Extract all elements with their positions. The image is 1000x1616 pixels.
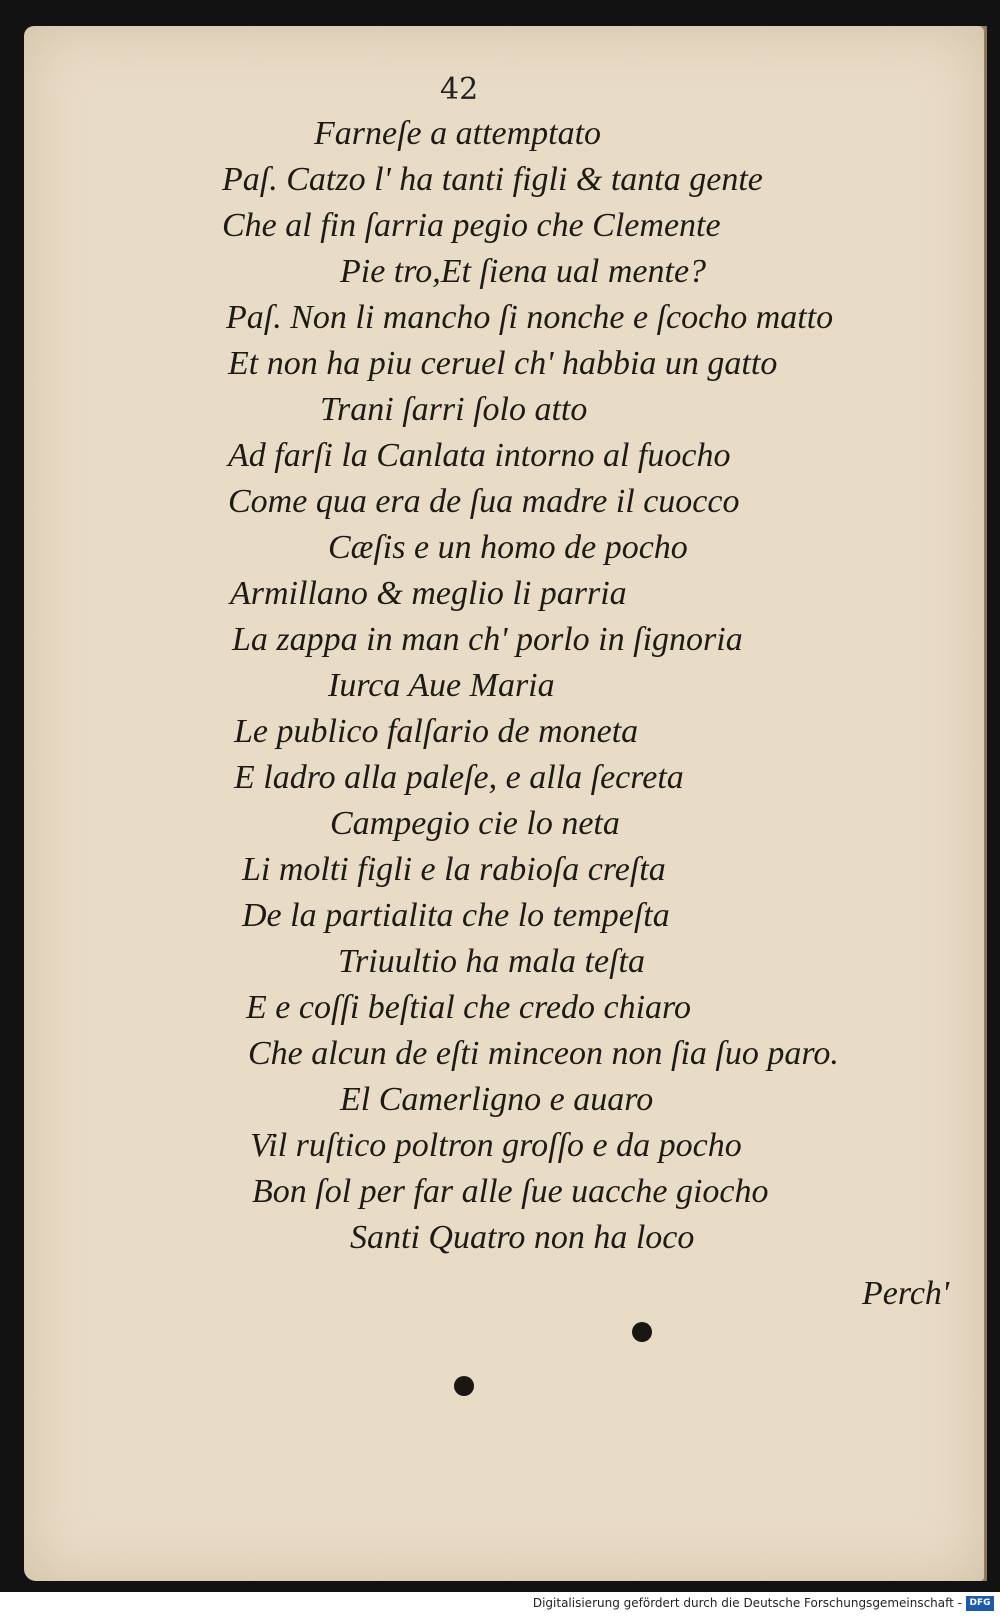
verse-line: Triuultio ha mala teſta (338, 943, 645, 980)
page-number: 42 (440, 72, 479, 107)
dfg-logo: DFG (966, 1596, 994, 1611)
verse-line: Ad farſi la Canlata intorno al fuocho (228, 437, 731, 474)
verse-line: Cæſis e un homo de pocho (328, 529, 688, 566)
verse-line: De la partialita che lo tempeſta (242, 897, 670, 934)
verse-line: Che al fin ſarria pegio che Clemente (222, 207, 721, 244)
verse-line: Le publico falſario de moneta (234, 713, 639, 750)
verse-line: Paſ. Non li mancho ſi nonche e ſcocho matto (226, 299, 834, 336)
footer-bar (0, 1592, 1000, 1616)
verse-line: Farneſe a attemptato (314, 115, 602, 152)
verse-line: Armillano & meglio li parria (230, 575, 627, 612)
dfg-credit: Digitalisierung gefördert durch die Deutsche Forschungsgemeinschaft - (532, 1596, 962, 1610)
verse-line: Bon ſol per far alle ſue uacche giocho (252, 1173, 769, 1210)
verse-line: Trani ſarri ſolo atto (320, 391, 588, 428)
verse-line: La zappa in man ch' porlo in ſignoria (232, 621, 743, 658)
verse-line: Campegio cie lo neta (330, 805, 620, 842)
verse-line: Et non ha piu ceruel ch' habbia un gatto (228, 345, 778, 382)
verse-line: Iurca Aue Maria (328, 667, 555, 704)
verse-line: Come qua era de ſua madre il cuocco (228, 483, 740, 520)
verse-line: Che alcun de eſti minceon non ſia ſuo paro. (248, 1035, 839, 1072)
verse-line: E e coſſi beſtial che credo chiaro (246, 989, 692, 1026)
ink-spot (454, 1376, 474, 1396)
verse-line: El Camerligno e auaro (340, 1081, 654, 1118)
verse-line: E ladro alla paleſe, e alla ſecreta (234, 759, 684, 796)
verse-line: Santi Quatro non ha loco (350, 1219, 695, 1256)
ink-spot (632, 1322, 652, 1342)
verse-line: Vil ruſtico poltron groſſo e da pocho (250, 1127, 742, 1164)
verse-line: Li molti figli e la rabioſa creſta (242, 851, 666, 888)
verse-line: Pie tro,Et ſiena ual mente? (340, 253, 707, 290)
verse-line: Paſ. Catzo l' ha tanti figli & tanta gente (222, 161, 763, 198)
catchword: Perch' (862, 1275, 950, 1312)
